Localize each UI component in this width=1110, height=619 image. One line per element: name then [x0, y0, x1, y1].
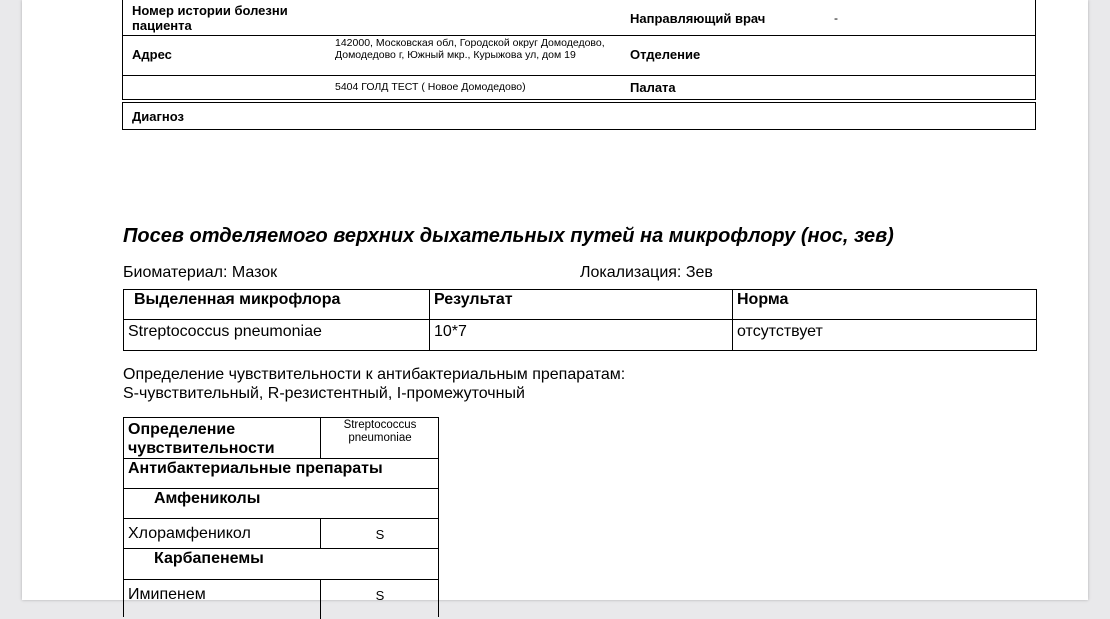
norm-header: Норма	[737, 291, 789, 308]
localization-text: Локализация: Зев	[580, 264, 713, 281]
microflora-table	[123, 289, 1037, 351]
clinic-value: 5404 ГОЛД ТЕСТ ( Новое Домодедово)	[335, 81, 526, 93]
referring-doctor-label: Направляющий врач	[630, 11, 766, 26]
sensitivity-note-line2: S-чувствительный, R-резистентный, I-промежуточный	[123, 385, 525, 402]
report-page	[22, 0, 1088, 603]
microflora-cell: Streptococcus pneumoniae	[128, 323, 322, 340]
patient-info-table	[122, 0, 1036, 100]
imipenem-result: S	[375, 588, 385, 603]
group-carbapenems: Карбапенемы	[154, 550, 264, 567]
biomaterial-text: Биоматериал: Мазок	[123, 264, 278, 281]
address-value: 142000, Московская обл, Городской округ Домодедово, Домодедово г, Южный мкр., Курыжова ул, дом 19	[335, 37, 605, 61]
result-cell: 10*7	[434, 323, 467, 340]
info-row-clinic	[123, 75, 1035, 99]
analysis-title: Посев отделяемого верхних дыхательных путей на микрофлору (нос, зев)	[123, 225, 894, 247]
diagnosis-label: Диагноз	[132, 109, 184, 124]
section-antibacterial: Антибактериальные препараты	[128, 460, 383, 477]
group-amphenicols: Амфениколы	[154, 490, 261, 507]
diagnosis-box	[122, 102, 1036, 130]
sensitivity-header: Определение чувствительности	[128, 421, 275, 457]
organism-header: Streptococcus pneumoniae	[343, 419, 417, 444]
drug-imipenem: Имипенем	[128, 586, 206, 603]
drug-chloramphenicol: Хлорамфеникол	[128, 525, 251, 542]
chloramphenicol-result: S	[375, 527, 385, 542]
referring-doctor-value: -	[834, 11, 838, 25]
history-label: Номер истории болезни пациента	[132, 3, 288, 33]
ward-label: Палата	[630, 80, 676, 95]
norm-cell: отсутствует	[737, 323, 823, 340]
department-label: Отделение	[630, 47, 701, 62]
info-row-address	[123, 35, 1035, 76]
address-label: Адрес	[132, 47, 172, 62]
info-row-history	[123, 0, 1035, 36]
sensitivity-note-line1: Определение чувствительности к антибактериальным препаратам:	[123, 366, 626, 383]
microflora-header: Выделенная микрофлора	[134, 291, 341, 308]
result-header: Результат	[434, 291, 513, 308]
sensitivity-table	[123, 417, 439, 617]
